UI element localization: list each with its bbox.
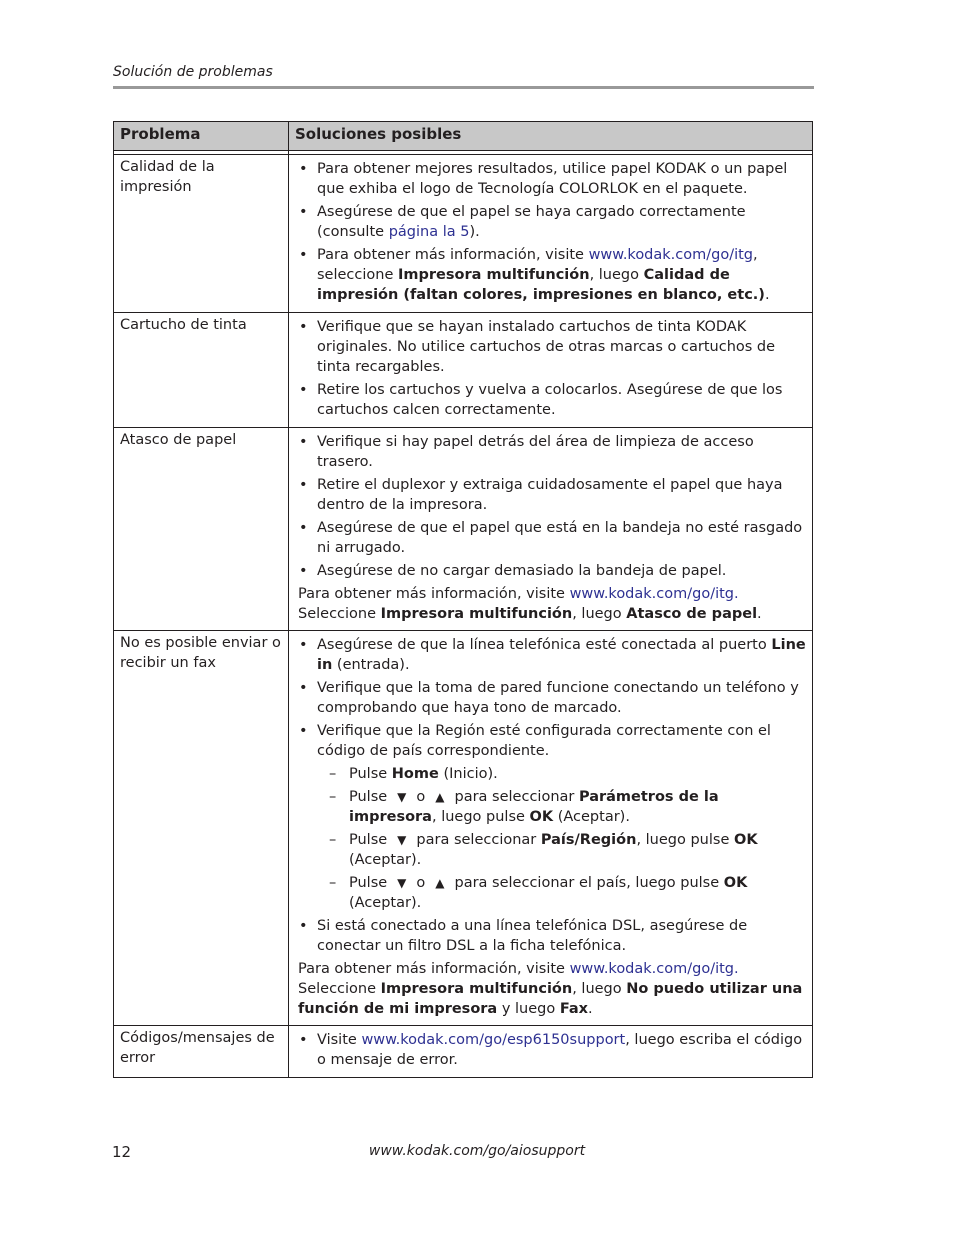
support-link[interactable]: www.kodak.com/go/esp6150support [361, 1032, 626, 1048]
page-number: 12 [112, 1143, 132, 1161]
list-item: • Asegúrese de que la línea telefónica esté conectada al puerto Line in (entrada). [298, 635, 806, 675]
up-arrow-icon: ▲ [435, 790, 445, 804]
list-item: • Asegúrese de que el papel que está en la bandeja no esté rasgado ni arrugado. [298, 518, 806, 558]
solutions-cell [289, 155, 813, 313]
list-item: • Si está conectado a una línea telefónica DSL, asegúrese de conectar un filtro DSL a la ficha telefónica. [298, 916, 806, 956]
table-row [114, 631, 813, 1026]
table-header-row [114, 122, 813, 151]
list-item: • Asegúrese de no cargar demasiado la bandeja de papel. [298, 561, 806, 581]
down-arrow-icon: ▼ [397, 790, 407, 804]
running-header: Solución de problemas [113, 64, 273, 80]
sub-step: – Pulse ▼ para seleccionar País/Región, luego pulse OK (Aceptar). [317, 830, 806, 870]
itg-link[interactable]: www.kodak.com/go/itg. [569, 586, 739, 602]
list-item: • Verifique si hay papel detrás del área de limpieza de acceso trasero. [298, 432, 806, 472]
header-rule [113, 86, 814, 89]
problem-cell: Calidad de la impresión [114, 155, 289, 313]
sub-step: – Pulse ▼ o ▲ para seleccionar el país, luego pulse OK (Aceptar). [317, 873, 806, 913]
table-row [114, 155, 813, 313]
list-item: • Retire los cartuchos y vuelva a colocarlos. Asegúrese de que los cartuchos calcen correctamente. [298, 380, 806, 420]
page-link[interactable]: página la 5 [388, 224, 470, 240]
solutions-cell [289, 631, 813, 1026]
up-arrow-icon: ▲ [435, 876, 445, 890]
list-item: • Retire el duplexor y extraiga cuidadosamente el papel que haya dentro de la impresora. [298, 475, 806, 515]
problem-cell: No es posible enviar o recibir un fax [114, 631, 289, 1026]
list-item: • Para obtener mejores resultados, utilice papel KODAK o un papel que exhiba el logo de Tecnología COLORLOK en el paquete. [298, 159, 806, 199]
solutions-cell [289, 428, 813, 631]
list-item: • Verifique que se hayan instalado cartuchos de tinta KODAK originales. No utilice cartuchos de otras marcas o cartuchos de tinta recargables. [298, 317, 806, 377]
sub-step: – Pulse ▼ o ▲ para seleccionar Parámetros de la impresora, luego pulse OK (Aceptar). [317, 787, 806, 827]
column-header-problem: Problema [114, 122, 289, 151]
itg-link[interactable]: www.kodak.com/go/itg [588, 247, 754, 263]
down-arrow-icon: ▼ [397, 833, 407, 847]
solutions-cell [289, 313, 813, 428]
list-item: • Verifique que la Región esté configurada correctamente con el código de país correspondiente. – Pulse Home (Inicio). – Pulse ▼ o ▲ para seleccionar Parámetros de la impresora, luego pulse OK (Aceptar). – Pulse ▼ para seleccionar País/Región, luego pulse OK (Aceptar). – Pulse ▼ o ▲ para seleccionar el país, luego pulse OK (Aceptar). [298, 721, 806, 913]
more-info-note: Para obtener más información, visite www.kodak.com/go/itg. Seleccione Impresora multifunción, luego Atasco de papel. [298, 586, 762, 622]
sub-step: – Pulse Home (Inicio). [317, 764, 806, 784]
list-item: • Verifique que la toma de pared funcione conectando un teléfono y comprobando que haya tono de marcado. [298, 678, 806, 718]
more-info-note: Para obtener más información, visite www.kodak.com/go/itg. Seleccione Impresora multifunción, luego No puedo utilizar una función de mi impresora y luego Fax. [298, 961, 803, 1017]
troubleshooting-table [113, 121, 813, 1078]
solutions-cell [289, 1026, 813, 1078]
problem-cell: Códigos/mensajes de error [114, 1026, 289, 1078]
problem-cell: Cartucho de tinta [114, 313, 289, 428]
itg-link[interactable]: www.kodak.com/go/itg. [569, 961, 739, 977]
problem-cell: Atasco de papel [114, 428, 289, 631]
table-row [114, 313, 813, 428]
down-arrow-icon: ▼ [397, 876, 407, 890]
list-item: • Para obtener más información, visite www.kodak.com/go/itg, seleccione Impresora multifunción, luego Calidad de impresión (faltan colores, impresiones en blanco, etc.). [298, 245, 806, 305]
table-row [114, 428, 813, 631]
list-item: • Asegúrese de que el papel se haya cargado correctamente (consulte página la 5). [298, 202, 806, 242]
column-header-solutions: Soluciones posibles [289, 122, 813, 151]
list-item: • Visite www.kodak.com/go/esp6150support, luego escriba el código o mensaje de error. [298, 1030, 806, 1070]
footer-url: www.kodak.com/go/aiosupport [368, 1143, 586, 1159]
table-row [114, 1026, 813, 1078]
